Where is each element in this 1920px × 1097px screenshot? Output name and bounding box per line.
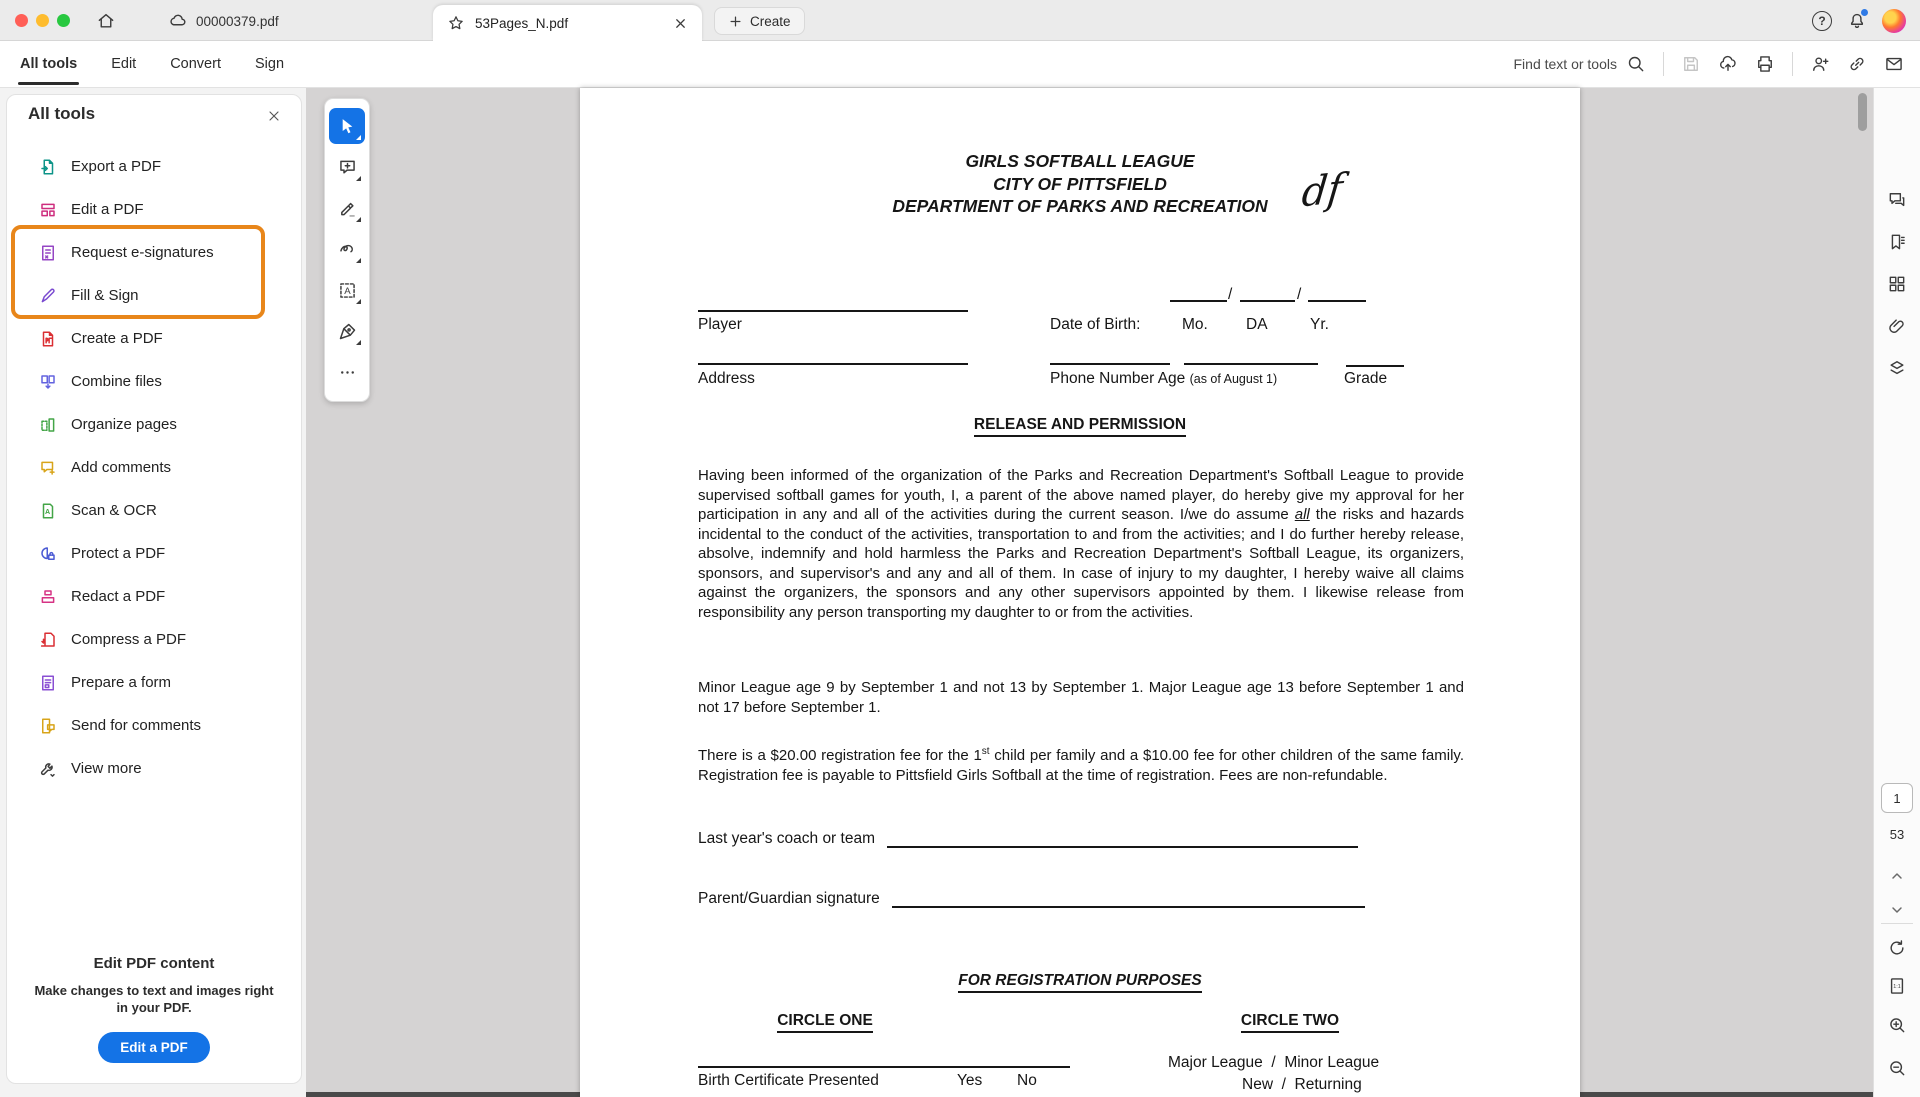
registration-heading: FOR REGISTRATION PURPOSES [580,972,1580,993]
address-field-line [698,347,968,365]
tool-send-for-comments[interactable]: Send for comments [7,704,301,747]
promo-title: Edit PDF content [93,955,215,972]
coach-field-line [887,828,1358,848]
year-label: Yr. [1310,316,1329,333]
signature-label: Parent/Guardian signature [698,890,885,907]
notification-dot [1861,9,1868,16]
month-label: Mo. [1182,316,1208,333]
tab-53pages-active[interactable] [433,5,702,41]
dob-month-line [1170,284,1227,302]
page-thumbnails-panel-button[interactable] [1885,272,1909,296]
send-comments-icon [39,717,57,735]
tab-label: 53Pages_N.pdf [475,15,569,31]
next-page-button[interactable] [1885,898,1909,922]
edit-a-pdf-button[interactable]: Edit a PDF [98,1032,210,1063]
edit-pdf-icon [39,201,57,219]
zoom-in-icon [1887,1015,1907,1035]
total-pages-label: 53 [1889,827,1905,842]
share-file-button[interactable] [1718,54,1738,74]
previous-page-button[interactable] [1885,864,1909,888]
home-icon [96,11,116,31]
signature-field-line [892,888,1365,908]
signature-row [698,882,1365,908]
page-thumbnails-icon [1887,274,1907,294]
save-icon [1681,54,1701,74]
menu-edit[interactable]: Edit [111,56,137,72]
close-icon[interactable] [673,16,688,31]
fit-page-button[interactable] [1885,974,1909,998]
share-upload-icon [1718,54,1738,74]
compress-pdf-icon [39,631,57,649]
edit-pdf-promo [7,955,301,1063]
fill-sign-icon [39,287,57,305]
notifications-button[interactable] [1847,11,1867,31]
zoom-in-button[interactable] [1885,1013,1909,1037]
coach-row [698,822,1358,848]
more-tools-button[interactable] [329,354,365,390]
ellipsis-icon [337,362,358,383]
current-page-input[interactable]: 1 [1881,783,1913,813]
bookmarks-panel-button[interactable] [1885,230,1909,254]
protect-pdf-icon [39,545,57,563]
squiggle-icon [337,239,358,260]
home-button[interactable] [96,8,116,34]
panel-title: All tools [28,104,96,123]
circle-two-heading: CIRCLE TWO [1195,1012,1385,1033]
day-label: DA [1246,316,1268,333]
attachments-icon [1887,316,1907,336]
redact-pdf-icon [39,588,57,606]
player-label: Player [698,316,742,333]
layers-icon [1887,358,1907,378]
close-panel-button[interactable] [263,105,285,127]
scan-ocr-icon [39,502,57,520]
attachments-panel-button[interactable] [1885,314,1909,338]
macos-traffic-lights [15,14,70,27]
chevron-up-icon [1889,868,1905,884]
add-comment-tool-button[interactable] [329,149,365,185]
chevron-down-icon [1889,902,1905,918]
tool-fill-and-sign[interactable]: Fill & Sign [7,274,301,317]
rotate-icon [1887,938,1907,958]
tool-edit-a-pdf[interactable]: Edit a PDF [7,188,301,231]
plus-icon [728,14,743,29]
request-signatures-button[interactable] [1810,54,1830,74]
organize-pages-icon [39,416,57,434]
no-label: No [1017,1072,1037,1089]
zoom-out-button[interactable] [1885,1056,1909,1080]
tool-add-comments[interactable]: Add comments [7,446,301,489]
fountain-pen-icon [337,321,358,342]
comments-panel-button[interactable] [1885,188,1909,212]
pdf-page [580,88,1580,1097]
highlight-tool-button[interactable] [329,190,365,226]
circle-one-heading: CIRCLE ONE [730,1012,920,1033]
select-text-tool-button[interactable] [329,272,365,308]
league-age-paragraph: Minor League age 9 by September 1 and not 13 by September 1. Major League age 13 before September 1 and not 17 before September 1. [698,679,1464,716]
grade-label: Grade [1344,370,1388,387]
window-tab-bar [0,0,1920,41]
address-label: Address [698,370,755,387]
zoom-out-icon [1887,1058,1907,1078]
cursor-icon [337,116,358,137]
svg-text:A: A [45,507,51,516]
find-text-or-tools[interactable]: Find text or tools [1514,54,1647,74]
dob-day-line [1240,284,1295,302]
svg-text:A: A [343,285,351,297]
player-field-line [698,294,968,312]
release-paragraph: Having been informed of the organization of the Parks and Recreation Department's Softball League to provide supervised softball games for youth, I, a parent of the above named player, do hereby give my approval for her participation in any and all of the activities during the current season. I/we do assume all the risks and hazards incidental to the conduct of the activities, transportation to and from the activities; and I do further hereby release, absolve, indemnify and hold harmless the Parks and Recreation Department's Softball League, its organizers, sponsors, and supervisor's and any and all of them. In case of injury to my daughter, I hereby waive all claims against the organizers, the sponsors and any other supervisors appointed by them. I likewise release from responsibility any person transporting my daughter to or from the activities. [698,467,1464,621]
tab-00000379[interactable] [168,8,279,34]
add-user-icon [1810,54,1830,74]
divider [1792,52,1793,76]
bookmarks-icon [1887,232,1907,252]
fee-paragraph: There is a $20.00 registration fee for the 1st child per family and a $10.00 fee for other children of the same family. Registration fee is payable to Pittsfield Girls Softball at the time of registration. Fees are non-refundable. [698,746,1464,784]
dob-year-line [1308,284,1366,302]
print-button[interactable] [1755,54,1775,74]
print-icon [1755,54,1775,74]
right-panel-rail [1873,88,1920,1097]
mail-icon [1884,54,1904,74]
tool-view-more[interactable]: View more [7,747,301,790]
dob-label: Date of Birth: [1050,316,1141,333]
phone-age-label: Phone Number Age (as of August 1) [1050,370,1278,387]
divider [1663,52,1664,76]
tool-redact-a-pdf[interactable]: Redact a PDF [7,575,301,618]
marker-icon [337,198,358,219]
comment-plus-icon [337,157,358,178]
tool-protect-a-pdf[interactable]: Protect a PDF [7,532,301,575]
vertical-scrollbar-thumb[interactable] [1858,93,1867,131]
layers-panel-button[interactable] [1885,356,1909,380]
request-esign-icon [39,244,57,262]
email-button[interactable] [1884,54,1904,74]
svg-text:1:1: 1:1 [1893,984,1901,991]
fit-page-icon [1887,976,1907,996]
fill-sign-tool-button[interactable] [329,313,365,349]
new-returning-options: New / Returning [1242,1076,1362,1093]
all-tools-panel [6,94,302,1084]
tool-compress-a-pdf[interactable]: Compress a PDF [7,618,301,661]
prepare-form-icon [39,674,57,692]
window-zoom-button[interactable] [57,14,70,27]
get-link-button[interactable] [1847,54,1867,74]
close-icon [266,108,282,124]
comments-icon [1887,190,1907,210]
add-comments-icon [39,459,57,477]
rotate-page-button[interactable] [1885,936,1909,960]
app-menubar [0,41,1920,88]
window-close-button[interactable] [15,14,28,27]
search-icon [1626,54,1646,74]
age-field-line [1184,347,1318,365]
menu-convert[interactable]: Convert [170,56,221,72]
view-more-icon [39,760,57,778]
slash: / [1228,286,1233,303]
promo-body: Make changes to text and images right in your PDF. [34,983,274,1015]
tool-scan-and-ocr[interactable]: A Scan & OCR [7,489,301,532]
phone-field-line [1050,347,1170,365]
release-heading: RELEASE AND PERMISSION [580,416,1580,437]
document-title: GIRLS SOFTBALL LEAGUE CITY OF PITTSFIELD DEPARTMENT OF PARKS AND RECREATION [892,151,1268,216]
combine-files-icon [39,373,57,391]
tool-list [7,145,301,790]
birth-cert-line [698,1050,1070,1068]
text-select-icon [337,280,358,301]
menu-all-tools[interactable]: All tools [18,41,79,87]
draw-tool-button[interactable] [329,231,365,267]
window-minimize-button[interactable] [36,14,49,27]
grade-field-line [1346,349,1404,367]
tool-request-e-signatures[interactable]: Request e-signatures [7,231,301,274]
export-pdf-icon [39,158,57,176]
slash: / [1297,286,1302,303]
select-tool-button[interactable] [329,108,365,144]
league-options: Major League / Minor League [1168,1054,1380,1071]
link-icon [1847,54,1867,74]
handwritten-initials: df [1299,165,1345,217]
star-icon[interactable] [447,14,465,32]
menu-sign[interactable]: Sign [254,56,285,72]
cloud-icon [168,11,188,31]
create-pdf-icon [39,330,57,348]
help-icon[interactable] [1812,11,1832,31]
tool-create-a-pdf[interactable]: Create a PDF [7,317,301,360]
divider [1881,923,1913,924]
tool-prepare-a-form[interactable]: Prepare a form [7,661,301,704]
yes-label: Yes [957,1072,983,1089]
tool-combine-files[interactable]: Combine files [7,360,301,403]
avatar[interactable] [1882,9,1906,33]
save-button[interactable] [1681,54,1701,74]
tool-export-a-pdf[interactable]: Export a PDF [7,145,301,188]
birth-cert-label: Birth Certificate Presented [698,1072,879,1089]
tool-organize-pages[interactable]: Organize pages [7,403,301,446]
quick-tools-toolbar [324,98,370,402]
tab-label: 00000379.pdf [196,13,279,29]
create-button[interactable]: Create [714,7,805,35]
coach-label: Last year's coach or team [698,830,880,847]
